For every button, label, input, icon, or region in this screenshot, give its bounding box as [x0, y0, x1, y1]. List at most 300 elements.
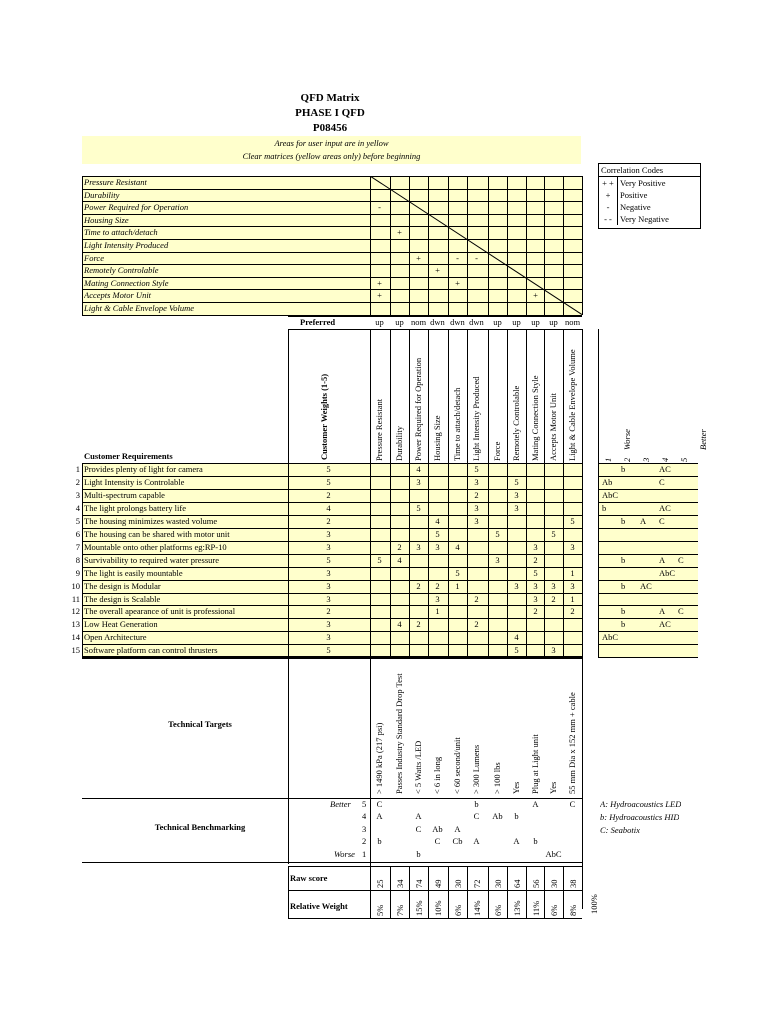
correlation-symbol: +: [599, 189, 618, 201]
matrix-col-line: [370, 329, 371, 657]
customer-benchmark-rating: b: [621, 554, 626, 565]
bench-divider: [288, 798, 289, 864]
roof-correlation-mark: +: [377, 290, 382, 301]
requirement-text: The housing minimizes wasted volume: [84, 515, 218, 526]
relative-weight-value: 13%: [512, 900, 522, 916]
column-header: Mating Connection Style: [530, 375, 540, 461]
relationship-value: 1: [570, 567, 575, 578]
relationship-value: 5: [570, 515, 575, 526]
header-top-line: [288, 329, 582, 330]
requirement-number: 6: [75, 528, 80, 539]
score-col-line: [409, 866, 410, 918]
relative-weight-value: 5%: [375, 904, 385, 916]
customer-weight: 3: [326, 632, 331, 643]
targets-divider: [288, 656, 289, 798]
column-header: Pressure Resistant: [374, 398, 384, 461]
customer-benchmark-rating: C: [659, 515, 665, 526]
customer-weight: 2: [326, 606, 331, 617]
requirement-number: 14: [71, 632, 80, 643]
relationship-value: 2: [551, 593, 556, 604]
relationship-value: 3: [474, 476, 479, 487]
weights-left-border: [288, 329, 289, 657]
roof-correlation-mark: +: [416, 252, 421, 263]
requirement-number: 1: [75, 464, 80, 474]
relationship-value: 2: [397, 541, 402, 552]
roof-diagonal: [370, 176, 583, 316]
matrix-col-line: [467, 329, 468, 657]
preferred-direction: up: [549, 317, 558, 327]
relationship-value: 2: [416, 619, 421, 630]
customer-benchmark-rating: b: [602, 502, 607, 513]
benchmark-row-line: [598, 644, 698, 645]
relative-weight-value: 8%: [568, 904, 578, 916]
benchmark-row-line: [598, 554, 698, 555]
customer-benchmark-rating: AbC: [602, 632, 619, 643]
relationship-value: 2: [435, 580, 440, 591]
relationship-value: 5: [455, 567, 460, 578]
raw-score-value: 56: [531, 879, 541, 888]
customer-benchmark-rating: C: [678, 554, 684, 565]
tech-benchmark-rating: Ab: [492, 811, 503, 822]
technical-target: > 300 Lumens: [471, 744, 481, 794]
column-header: Accepts Motor Unit: [548, 393, 558, 461]
targets-top-line: [82, 656, 582, 657]
correlation-codes-box: [598, 163, 701, 229]
relationship-value: 5: [514, 476, 519, 487]
preferred-direction: nom: [410, 317, 427, 327]
raw-score-label: Raw score: [290, 873, 328, 883]
requirement-number: 9: [75, 567, 80, 578]
customer-benchmark-rating: b: [621, 606, 626, 617]
tech-benchmark-rating: C: [415, 823, 422, 834]
customer-weight: 3: [326, 580, 331, 591]
tech-benchmark-rating: A: [376, 811, 383, 822]
tech-benchmark-rating: b: [377, 836, 382, 847]
benchmark-legend-item: b: Hydroacoustics HID: [600, 812, 680, 822]
roof-row-label: Light Intensity Produced: [84, 240, 169, 250]
technical-target: > 100 lbs: [492, 762, 502, 794]
customer-benchmark-rating: b: [621, 619, 626, 630]
matrix-col-line: [428, 329, 429, 657]
tech-bench-level: 1: [362, 848, 367, 859]
technical-target: < 5 Watts /LED: [413, 740, 423, 794]
customer-benchmark-rating: AbC: [602, 489, 619, 500]
matrix-right-border: [582, 329, 583, 909]
relative-weight-value: 14%: [472, 900, 482, 916]
requirement-text: Provides plenty of light for camera: [84, 464, 203, 474]
roof-correlation-mark: +: [533, 290, 538, 301]
preferred-label: Preferred: [300, 317, 336, 327]
requirement-number: 10: [71, 580, 80, 591]
tech-benchmark-rating: C: [376, 799, 383, 809]
relationship-value: 1: [570, 593, 575, 604]
requirements-left-border: [82, 463, 83, 657]
tech-bench-worse: Worse: [334, 848, 355, 859]
correlation-meaning: Positive: [620, 190, 648, 200]
requirement-number: 5: [75, 515, 80, 526]
score-col-line: [448, 866, 449, 918]
preferred-direction: up: [493, 317, 502, 327]
requirement-number: 2: [75, 476, 80, 487]
technical-target: > 1490 kPa (217 psi): [374, 722, 384, 794]
preferred-direction: up: [512, 317, 521, 327]
roof-correlation-mark: +: [455, 277, 460, 288]
relationship-value: 2: [533, 606, 538, 617]
customer-benchmark-rating: A: [640, 515, 647, 526]
tech-benchmark-rating: b: [474, 799, 479, 809]
bench-scale-worse: Worse: [622, 429, 632, 450]
benchmark-row-line: [598, 476, 698, 477]
score-col-line: [507, 866, 508, 918]
correlation-meaning: Very Negative: [620, 214, 669, 224]
customer-weight: 3: [326, 528, 331, 539]
customer-weight: 2: [326, 515, 331, 526]
matrix-col-line: [526, 329, 527, 657]
tech-benchmark-rating: C: [569, 799, 576, 809]
relationship-value: 3: [514, 502, 519, 513]
requirement-text: Open Architecture: [84, 632, 147, 643]
requirement-number: 4: [75, 502, 80, 513]
benchmark-row-line: [598, 541, 698, 542]
tech-benchmark-rating: b: [533, 836, 538, 847]
technical-target: < 6 in long: [432, 756, 442, 794]
requirement-text: The design is Scalable: [84, 593, 161, 604]
tech-benchmark-rating: Ab: [432, 823, 443, 834]
relationship-value: 4: [397, 619, 402, 630]
raw-score-bottom-line: [288, 890, 582, 891]
tech-benchmark-rating: b: [514, 811, 519, 822]
raw-score-top-line: [288, 866, 582, 867]
customer-weight: 3: [326, 593, 331, 604]
roof-correlation-mark: -: [475, 252, 478, 263]
benchmark-row-line: [598, 515, 698, 516]
requirement-text: Mountable onto other platforms eg:RP-10: [84, 541, 227, 552]
requirements-bottom-double: [82, 658, 582, 659]
bench-bottom-line: [82, 862, 582, 863]
roof-left-border: [82, 176, 83, 315]
tech-benchmark-rating: A: [532, 799, 539, 809]
preferred-top-line: [288, 316, 582, 317]
relationship-value: 2: [474, 593, 479, 604]
page-subtitle: PHASE I QFD: [295, 107, 365, 119]
benchmark-row-line: [598, 567, 698, 568]
requirement-number: 12: [71, 606, 80, 617]
roof-row-label: Mating Connection Style: [84, 277, 169, 288]
relationship-value: 5: [514, 645, 519, 656]
customer-weight: 3: [326, 567, 331, 578]
benchmark-row-line: [598, 580, 698, 581]
requirements-header: Customer Requirements: [84, 451, 173, 461]
customer-weight: 5: [326, 464, 331, 474]
roof-row-label: Durability: [84, 189, 120, 200]
bench-scale-number: 5: [679, 457, 689, 462]
roof-correlation-mark: -: [378, 202, 381, 213]
matrix-col-line: [448, 329, 449, 657]
technical-target: Plug at Light unit: [530, 734, 540, 794]
relationship-value: 3: [551, 580, 556, 591]
column-header: Time to attach/detach: [452, 387, 462, 461]
correlation-symbol: -: [599, 201, 618, 213]
raw-score-value: 72: [472, 879, 482, 888]
benchmark-row-line: [598, 618, 698, 619]
requirement-text: Light Intensity is Controlable: [84, 476, 185, 487]
requirement-number: 15: [71, 645, 80, 656]
relationship-value: 3: [533, 580, 538, 591]
requirement-number: 7: [75, 541, 80, 552]
relationship-value: 4: [416, 464, 421, 474]
benchmark-row-line: [598, 489, 698, 490]
tech-benchmark-rating: C: [473, 811, 480, 822]
raw-score-value: 25: [375, 879, 385, 888]
instruction-note-2: Clear matrices (yellow areas only) before beginning: [242, 151, 421, 161]
relationship-value: 5: [435, 528, 440, 539]
roof-row-label: Force: [84, 252, 104, 263]
correlation-meaning: Negative: [620, 202, 651, 212]
relationship-value: 5: [416, 502, 421, 513]
relative-weight-value: 6%: [453, 904, 463, 916]
matrix-col-line: [390, 329, 391, 657]
relationship-value: 5: [495, 528, 500, 539]
matrix-col-line: [507, 329, 508, 657]
customer-benchmark-rating: C: [678, 606, 684, 617]
requirement-text: The design is Modular: [84, 580, 161, 591]
customer-benchmark-rating: AC: [659, 464, 671, 474]
relationship-value: 3: [416, 476, 421, 487]
bench-scale-number: 2: [622, 457, 632, 462]
roof-row-label: Pressure Resistant: [84, 177, 147, 187]
customer-benchmark-rating: b: [621, 580, 626, 591]
relationship-value: 2: [474, 619, 479, 630]
matrix-col-line: [488, 329, 489, 657]
tech-benchmark-rating: A: [513, 836, 520, 847]
relationship-value: 2: [533, 554, 538, 565]
tech-bench-level: 3: [362, 823, 367, 834]
relationship-value: 5: [533, 567, 538, 578]
relative-weight-value: 6%: [493, 904, 503, 916]
customer-weight: 3: [326, 541, 331, 552]
correlation-code-row: [599, 201, 700, 213]
raw-score-value: 64: [512, 879, 522, 888]
customer-benchmark-rating: AC: [640, 580, 652, 591]
relationship-value: 1: [455, 580, 460, 591]
relationship-value: 4: [514, 632, 519, 643]
correlation-symbol: + +: [599, 177, 618, 189]
roof-row-label: Housing Size: [84, 214, 129, 225]
requirement-text: Software platform can control thrusters: [84, 645, 218, 656]
roof-correlation-mark: +: [377, 277, 382, 288]
score-col-line: [390, 866, 391, 918]
relative-weight-value: 7%: [395, 904, 405, 916]
relative-weight-total: 100%: [589, 894, 599, 914]
customer-weight: 5: [326, 476, 331, 487]
relationship-value: 3: [533, 593, 538, 604]
relationship-value: 3: [495, 554, 500, 565]
customer-benchmark-rating: C: [659, 476, 665, 487]
column-header: Housing Size: [432, 415, 442, 461]
customer-weight: 5: [326, 554, 331, 565]
relative-weight-bottom-line: [288, 918, 582, 919]
roof-correlation-mark: -: [456, 252, 459, 263]
relative-weight-value: 10%: [433, 900, 443, 916]
score-col-line: [428, 866, 429, 918]
customer-benchmark-rating: A: [659, 606, 666, 617]
raw-score-value: 74: [414, 879, 424, 888]
relationship-value: 3: [570, 541, 575, 552]
relationship-value: 1: [435, 606, 440, 617]
relative-weight-value: 6%: [549, 904, 559, 916]
raw-score-value: 34: [395, 879, 405, 888]
tech-bench-level: 4: [362, 811, 367, 822]
tech-benchmark-rating: C: [434, 836, 441, 847]
page-title: QFD Matrix: [300, 92, 360, 104]
relationship-value: 3: [435, 541, 440, 552]
matrix-col-line: [544, 329, 545, 657]
score-col-line: [563, 866, 564, 918]
matrix-col-line: [563, 329, 564, 657]
score-col-line: [544, 866, 545, 918]
benchmark-legend-item: C: Seabotix: [600, 825, 640, 835]
relationship-value: 5: [551, 528, 556, 539]
relationship-value: 3: [551, 645, 556, 656]
technical-target: 55 mm Dia x 152 mm + cable: [567, 692, 577, 794]
preferred-direction: up: [375, 317, 384, 327]
roof-row-label: Remotely Controlable: [84, 265, 159, 276]
tech-bench-better: Better: [330, 799, 351, 809]
correlation-codes-title: Correlation Codes: [599, 164, 700, 177]
relationship-value: 3: [435, 593, 440, 604]
relative-weight-value: 15%: [414, 900, 424, 916]
preferred-direction: dwn: [450, 317, 465, 327]
relative-weight-label: Relative Weight: [290, 901, 348, 911]
roof-row-label: Power Required for Operation: [84, 202, 189, 213]
relationship-value: 4: [455, 541, 460, 552]
technical-target: Yes: [548, 781, 558, 794]
requirement-number: 8: [75, 554, 80, 565]
score-left-border: [288, 866, 289, 918]
preferred-direction: up: [395, 317, 404, 327]
tech-benchmark-rating: b: [416, 848, 421, 859]
customer-benchmark-rating: A: [659, 554, 666, 565]
technical-target: Passes Industry Standard Drop Test: [394, 673, 404, 794]
requirement-number: 13: [71, 619, 80, 630]
score-col-line: [488, 866, 489, 918]
relationship-value: 3: [514, 489, 519, 500]
technical-target: < 60 second/unit: [452, 737, 462, 794]
instruction-banner: [82, 136, 581, 164]
tech-bench-level: 2: [362, 836, 367, 847]
technical-targets-label: Technical Targets: [168, 719, 232, 729]
customer-weight: 2: [326, 489, 331, 500]
column-header: Light & Cable Envelope Volume: [567, 349, 577, 461]
correlation-code-row: [599, 213, 700, 225]
correlation-code-row: [599, 189, 700, 201]
bench-scale-better: Better: [698, 429, 708, 450]
tech-benchmark-rating: A: [473, 836, 480, 847]
tech-benchmark-rating: A: [415, 811, 422, 822]
roof-row-label: Time to attach/detach: [84, 227, 158, 238]
customer-benchmark-rating: AC: [659, 502, 671, 513]
requirement-text: Low Heat Generation: [84, 619, 158, 630]
requirement-text: Survivability to required water pressure: [84, 554, 220, 565]
customer-weight: 3: [326, 619, 331, 630]
relationship-value: 3: [474, 515, 479, 526]
bench-scale-number: 1: [603, 457, 613, 462]
raw-score-value: 49: [433, 879, 443, 888]
benchmark-row-line: [598, 502, 698, 503]
relationship-value: 2: [570, 606, 575, 617]
relationship-value: 2: [474, 489, 479, 500]
column-header: Force: [492, 441, 502, 461]
roof-correlation-mark: +: [435, 265, 440, 276]
relationship-value: 5: [474, 464, 479, 474]
relationship-value: 4: [397, 554, 402, 565]
customer-benchmark-rating: b: [621, 515, 626, 526]
requirement-text: The light is easily mountable: [84, 567, 183, 578]
roof-row-label: Light & Cable Envelope Volume: [84, 303, 195, 313]
preferred-direction: dwn: [430, 317, 445, 327]
raw-score-value: 30: [493, 879, 503, 888]
benchmark-row-line: [598, 528, 698, 529]
roof-correlation-mark: +: [397, 227, 402, 238]
benchmark-left-border: [598, 329, 599, 657]
tech-benchmark-rating: AbC: [545, 848, 562, 859]
roof-diagonal-line: [370, 176, 582, 315]
column-header: Durability: [394, 426, 404, 461]
preferred-direction: nom: [564, 317, 581, 327]
column-header: Light Intensity Produced: [471, 376, 481, 461]
bench-scale-number: 4: [660, 457, 670, 462]
score-col-line: [526, 866, 527, 918]
tech-bench-level: 5: [362, 799, 367, 809]
customer-weight: 4: [326, 502, 331, 513]
tech-benchmark-rating: Cb: [452, 836, 463, 847]
customer-benchmark-rating: AbC: [659, 567, 676, 578]
correlation-code-row: [599, 177, 700, 189]
matrix-col-line: [409, 329, 410, 657]
customer-benchmark-rating: b: [621, 464, 626, 474]
score-col-line: [467, 866, 468, 918]
requirement-text: The overall apearance of unit is professional: [84, 606, 236, 617]
column-header: Power Required for Operation: [413, 357, 423, 461]
relationship-value: 2: [416, 580, 421, 591]
relationship-value: 3: [570, 580, 575, 591]
raw-score-value: 38: [568, 879, 578, 888]
requirement-text: The housing can be shared with motor unit: [84, 528, 230, 539]
project-number: P08456: [312, 122, 348, 134]
preferred-direction: dwn: [469, 317, 484, 327]
requirement-number: 3: [75, 489, 80, 500]
preferred-direction: up: [531, 317, 540, 327]
benchmark-row-line: [598, 605, 698, 606]
requirement-number: 11: [71, 593, 80, 604]
instruction-note-1: Areas for user input are in yellow: [274, 138, 389, 148]
relationship-value: 3: [514, 580, 519, 591]
customer-benchmark-rating: Ab: [602, 476, 613, 487]
relationship-value: 5: [377, 554, 382, 565]
requirement-text: The light prolongs battery life: [84, 502, 186, 513]
requirement-text: Multi-spectrum capable: [84, 489, 165, 500]
technical-benchmarking-label: Technical Benchmarking: [154, 822, 246, 832]
benchmark-row-line: [598, 463, 698, 464]
score-col-line: [370, 866, 371, 918]
relationship-value: 3: [474, 502, 479, 513]
customer-weight: 5: [326, 645, 331, 656]
raw-score-value: 30: [549, 879, 559, 888]
column-header: Remotely Controlable: [511, 385, 521, 461]
relative-weight-value: 11%: [531, 900, 541, 916]
relationship-value: 3: [533, 541, 538, 552]
benchmark-row-line: [598, 631, 698, 632]
